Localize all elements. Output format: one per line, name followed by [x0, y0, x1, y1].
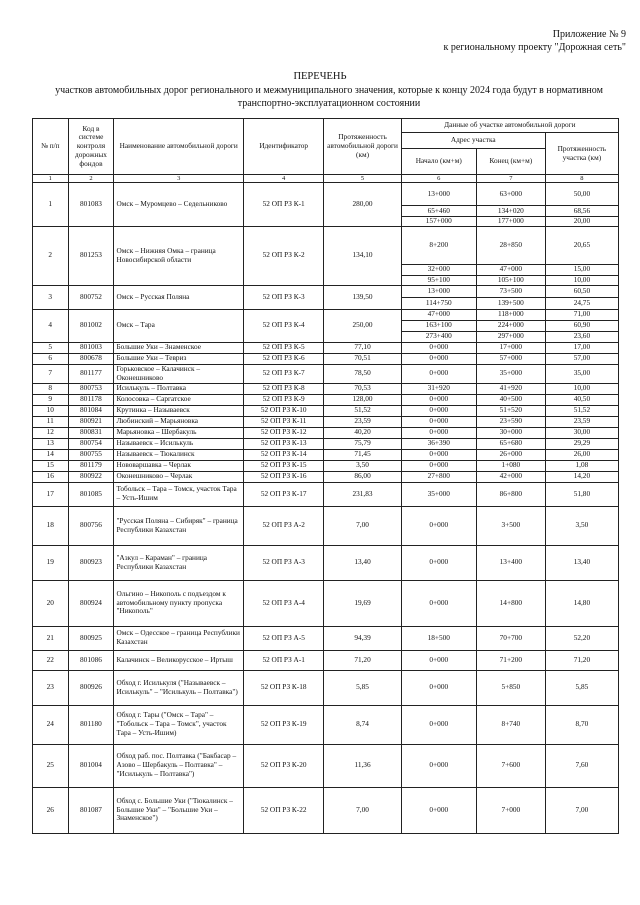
- section-end: 35+000: [476, 364, 545, 383]
- section-length: 7,00: [545, 787, 618, 833]
- section-end: 105+100: [476, 275, 545, 285]
- road-name: Омск – Муромцево – Седельниково: [114, 183, 244, 227]
- road-code: 800756: [68, 506, 114, 545]
- road-code: 801004: [68, 744, 114, 787]
- section-length: 51,52: [545, 405, 618, 416]
- road-identifier: 52 ОП РЗ К-4: [243, 309, 323, 342]
- road-name: Омск – Русская Поляна: [114, 285, 244, 309]
- section-start: 0+000: [401, 670, 476, 705]
- table-row: [33, 506, 619, 545]
- section-start: 163+100: [401, 320, 476, 331]
- section-start: 0+000: [401, 449, 476, 460]
- road-identifier: 52 ОП РЗ К-12: [243, 427, 323, 438]
- road-length: 75,79: [324, 438, 401, 449]
- section-length: 30,00: [545, 427, 618, 438]
- road-length: 19,69: [324, 580, 401, 626]
- road-code: 800925: [68, 626, 114, 650]
- road-length: 23,59: [324, 416, 401, 427]
- section-end: 40+500: [476, 394, 545, 405]
- section-start: 0+000: [401, 416, 476, 427]
- road-name: Обход г. Исилькуля ("Называевск – Исилькуль" – "Исилькуль – Полтавка"): [114, 670, 244, 705]
- row-number: 6: [33, 353, 69, 364]
- section-end: 118+000: [476, 309, 545, 320]
- section-end: 7+000: [476, 787, 545, 833]
- road-name: "Азкул – Караман" – граница Республики Казахстан: [114, 545, 244, 580]
- row-number: 25: [33, 744, 69, 787]
- road-identifier: 52 ОП РЗ К-19: [243, 705, 323, 744]
- row-number: 9: [33, 394, 69, 405]
- section-start: 8+200: [401, 226, 476, 264]
- section-start: 13+000: [401, 183, 476, 206]
- section-start: 31+920: [401, 383, 476, 394]
- road-name: Большие Уки – Знаменское: [114, 342, 244, 353]
- road-code: 801003: [68, 342, 114, 353]
- section-end: 23+590: [476, 416, 545, 427]
- row-number: 13: [33, 438, 69, 449]
- section-start: 36+390: [401, 438, 476, 449]
- road-length: 77,10: [324, 342, 401, 353]
- section-length: 20,00: [545, 217, 618, 227]
- section-length: 26,00: [545, 449, 618, 460]
- row-number: 7: [33, 364, 69, 383]
- header-name: Наименование автомобильной дороги: [114, 119, 244, 175]
- section-start: 0+000: [401, 580, 476, 626]
- road-length: 128,00: [324, 394, 401, 405]
- road-name: Тобольск – Тара – Томск, участок Тара – Усть-Ишим: [114, 482, 244, 506]
- road-code: 800754: [68, 438, 114, 449]
- section-length: 17,00: [545, 342, 618, 353]
- section-end: 86+800: [476, 482, 545, 506]
- section-end: 42+000: [476, 471, 545, 482]
- header-end: Конец (км+м): [476, 149, 545, 175]
- table-row: [33, 482, 619, 506]
- section-length: 10,00: [545, 275, 618, 285]
- header-section-length: Протяженность участка (км): [545, 133, 618, 175]
- road-code: 800753: [68, 383, 114, 394]
- table-row: [33, 416, 619, 427]
- table-row: [33, 449, 619, 460]
- section-start: 0+000: [401, 353, 476, 364]
- section-start: 0+000: [401, 394, 476, 405]
- section-end: 7+600: [476, 744, 545, 787]
- road-identifier: 52 ОП РЗ К-3: [243, 285, 323, 309]
- road-code: 801084: [68, 405, 114, 416]
- section-end: 73+500: [476, 285, 545, 297]
- header-address: Адрес участка: [401, 133, 545, 149]
- table-row: [33, 580, 619, 626]
- road-name: Обход с. Большие Уки ("Тюкалинск – Большие Уки" – "Большие Уки – Знаменское"): [114, 787, 244, 833]
- section-start: 157+000: [401, 217, 476, 227]
- road-length: 3,50: [324, 460, 401, 471]
- table-row: [33, 353, 619, 364]
- road-identifier: 52 ОП РЗ К-10: [243, 405, 323, 416]
- roads-table: [32, 118, 619, 834]
- table-row: [33, 183, 619, 206]
- road-identifier: 52 ОП РЗ К-17: [243, 482, 323, 506]
- road-code: 800755: [68, 449, 114, 460]
- section-length: 40,50: [545, 394, 618, 405]
- road-code: 801087: [68, 787, 114, 833]
- road-name: Калачинск – Великорусское – Иртыш: [114, 650, 244, 670]
- section-end: 26+000: [476, 449, 545, 460]
- row-number: 17: [33, 482, 69, 506]
- section-start: 65+460: [401, 206, 476, 217]
- section-end: 14+800: [476, 580, 545, 626]
- appendix-note: [366, 28, 626, 54]
- section-end: 70+700: [476, 626, 545, 650]
- road-code: 801002: [68, 309, 114, 342]
- road-length: 71,20: [324, 650, 401, 670]
- row-number: 20: [33, 580, 69, 626]
- section-end: 5+850: [476, 670, 545, 705]
- section-end: 134+020: [476, 206, 545, 217]
- header-length: Протяженность автомобильной дороги (км): [324, 119, 401, 175]
- road-length: 11,36: [324, 744, 401, 787]
- road-name: Горьковское – Калачинск – Оконешниково: [114, 364, 244, 383]
- road-length: 94,39: [324, 626, 401, 650]
- row-number: 26: [33, 787, 69, 833]
- table-row: [33, 364, 619, 383]
- road-identifier: 52 ОП РЗ А-5: [243, 626, 323, 650]
- row-number: 8: [33, 383, 69, 394]
- road-name: Исилькуль – Полтавка: [114, 383, 244, 394]
- road-identifier: 52 ОП РЗ К-22: [243, 787, 323, 833]
- section-end: 17+000: [476, 342, 545, 353]
- section-start: 0+000: [401, 364, 476, 383]
- road-code: 800752: [68, 285, 114, 309]
- road-code: 801253: [68, 226, 114, 285]
- road-length: 134,10: [324, 226, 401, 285]
- row-number: 19: [33, 545, 69, 580]
- road-length: 70,53: [324, 383, 401, 394]
- road-identifier: 52 ОП РЗ К-7: [243, 364, 323, 383]
- table-row: [33, 342, 619, 353]
- road-name: Колосовка – Саргатское: [114, 394, 244, 405]
- road-identifier: 52 ОП РЗ К-6: [243, 353, 323, 364]
- document-title: ПЕРЕЧЕНЬ: [293, 71, 347, 82]
- road-name: Называевск – Тюкалинск: [114, 449, 244, 460]
- road-length: 7,00: [324, 787, 401, 833]
- row-number: 18: [33, 506, 69, 545]
- section-length: 60,50: [545, 285, 618, 297]
- row-number: 15: [33, 460, 69, 471]
- table-row: [33, 427, 619, 438]
- row-number: 3: [33, 285, 69, 309]
- section-start: 95+100: [401, 275, 476, 285]
- section-start: 32+000: [401, 264, 476, 275]
- section-end: 28+850: [476, 226, 545, 264]
- road-length: 280,00: [324, 183, 401, 227]
- section-end: 13+400: [476, 545, 545, 580]
- row-number: 1: [33, 183, 69, 227]
- road-name: Оконешниково – Черлак: [114, 471, 244, 482]
- section-length: 52,20: [545, 626, 618, 650]
- section-end: 41+920: [476, 383, 545, 394]
- section-end: 297+000: [476, 331, 545, 342]
- road-identifier: 52 ОП РЗ К-20: [243, 744, 323, 787]
- road-identifier: 52 ОП РЗ А-3: [243, 545, 323, 580]
- row-number: 10: [33, 405, 69, 416]
- section-length: 3,50: [545, 506, 618, 545]
- table-row: [33, 626, 619, 650]
- header-code: Код в системе контроля дорожных фондов: [68, 119, 114, 175]
- table-row: [33, 787, 619, 833]
- section-length: 13,40: [545, 545, 618, 580]
- header-row: [33, 119, 619, 133]
- header-start: Начало (км+м): [401, 149, 476, 175]
- section-end: 139+500: [476, 297, 545, 309]
- road-name: Крутинка – Называевск: [114, 405, 244, 416]
- section-length: 23,60: [545, 331, 618, 342]
- section-end: 63+000: [476, 183, 545, 206]
- road-code: 801086: [68, 650, 114, 670]
- road-code: 801083: [68, 183, 114, 227]
- road-length: 70,51: [324, 353, 401, 364]
- section-length: 15,00: [545, 264, 618, 275]
- col-number: 5: [324, 175, 401, 183]
- table-row: [33, 309, 619, 320]
- section-end: 47+000: [476, 264, 545, 275]
- table-row: [33, 383, 619, 394]
- header-id: Идентификатор: [243, 119, 323, 175]
- header-section-data: Данные об участке автомобильной дороги: [401, 119, 618, 133]
- section-end: 51+520: [476, 405, 545, 416]
- col-number: 4: [243, 175, 323, 183]
- section-length: 51,80: [545, 482, 618, 506]
- column-numbers-row: [33, 175, 619, 183]
- section-start: 0+000: [401, 405, 476, 416]
- road-identifier: 52 ОП РЗ К-5: [243, 342, 323, 353]
- section-end: 224+000: [476, 320, 545, 331]
- road-code: 800831: [68, 427, 114, 438]
- road-length: 78,50: [324, 364, 401, 383]
- col-number: 2: [68, 175, 114, 183]
- section-length: 35,00: [545, 364, 618, 383]
- section-start: 0+000: [401, 427, 476, 438]
- table-row: [33, 650, 619, 670]
- road-identifier: 52 ОП РЗ К-18: [243, 670, 323, 705]
- table-row: [33, 460, 619, 471]
- section-start: 0+000: [401, 650, 476, 670]
- road-length: 139,50: [324, 285, 401, 309]
- road-identifier: 52 ОП РЗ К-14: [243, 449, 323, 460]
- appendix-line-2: к региональному проекту "Дорожная сеть": [443, 42, 626, 53]
- col-number: 6: [401, 175, 476, 183]
- section-length: 60,90: [545, 320, 618, 331]
- road-identifier: 52 ОП РЗ А-4: [243, 580, 323, 626]
- table-row: [33, 285, 619, 297]
- section-length: 7,60: [545, 744, 618, 787]
- road-identifier: 52 ОП РЗ К-16: [243, 471, 323, 482]
- road-length: 231,83: [324, 482, 401, 506]
- row-number: 11: [33, 416, 69, 427]
- road-length: 86,00: [324, 471, 401, 482]
- row-number: 22: [33, 650, 69, 670]
- road-length: 8,74: [324, 705, 401, 744]
- section-start: 114+750: [401, 297, 476, 309]
- section-length: 71,20: [545, 650, 618, 670]
- col-number: 8: [545, 175, 618, 183]
- road-identifier: 52 ОП РЗ К-13: [243, 438, 323, 449]
- road-code: 801177: [68, 364, 114, 383]
- road-name: Называевск – Исилькуль: [114, 438, 244, 449]
- table-row: [33, 744, 619, 787]
- road-identifier: 52 ОП РЗ К-9: [243, 394, 323, 405]
- section-end: 57+000: [476, 353, 545, 364]
- road-identifier: 52 ОП РЗ К-11: [243, 416, 323, 427]
- table-row: [33, 405, 619, 416]
- section-end: 8+740: [476, 705, 545, 744]
- section-length: 1,08: [545, 460, 618, 471]
- section-start: 0+000: [401, 342, 476, 353]
- section-end: 71+200: [476, 650, 545, 670]
- road-code: 801178: [68, 394, 114, 405]
- row-number: 16: [33, 471, 69, 482]
- section-start: 47+000: [401, 309, 476, 320]
- road-length: 7,00: [324, 506, 401, 545]
- road-length: 51,52: [324, 405, 401, 416]
- section-end: 177+000: [476, 217, 545, 227]
- section-length: 23,59: [545, 416, 618, 427]
- road-name: Омск – Нижняя Омка – граница Новосибирской области: [114, 226, 244, 285]
- section-length: 29,29: [545, 438, 618, 449]
- road-name: Омск – Тара: [114, 309, 244, 342]
- table-row: [33, 394, 619, 405]
- road-identifier: 52 ОП РЗ К-2: [243, 226, 323, 285]
- section-start: 0+000: [401, 787, 476, 833]
- section-start: 0+000: [401, 506, 476, 545]
- section-length: 50,00: [545, 183, 618, 206]
- section-end: 1+080: [476, 460, 545, 471]
- road-name: Марьяновка – Шербакуль: [114, 427, 244, 438]
- section-start: 0+000: [401, 705, 476, 744]
- section-start: 273+400: [401, 331, 476, 342]
- section-length: 24,75: [545, 297, 618, 309]
- section-start: 13+000: [401, 285, 476, 297]
- row-number: 24: [33, 705, 69, 744]
- road-identifier: 52 ОП РЗ К-1: [243, 183, 323, 227]
- road-code: 800678: [68, 353, 114, 364]
- row-number: 2: [33, 226, 69, 285]
- road-length: 250,00: [324, 309, 401, 342]
- section-length: 8,70: [545, 705, 618, 744]
- road-length: 13,40: [324, 545, 401, 580]
- section-length: 14,20: [545, 471, 618, 482]
- table-row: [33, 471, 619, 482]
- section-length: 20,65: [545, 226, 618, 264]
- section-end: 65+680: [476, 438, 545, 449]
- road-name: Обход раб. пос. Полтавка ("Бакбасар – Азово – Шербакуль – Полтавка" – "Исилькуль – Полтавка"): [114, 744, 244, 787]
- table-row: [33, 545, 619, 580]
- road-code: 801180: [68, 705, 114, 744]
- section-length: 57,00: [545, 353, 618, 364]
- road-code: 801179: [68, 460, 114, 471]
- table-row: [33, 226, 619, 264]
- section-start: 0+000: [401, 460, 476, 471]
- road-identifier: 52 ОП РЗ К-8: [243, 383, 323, 394]
- section-start: 18+500: [401, 626, 476, 650]
- road-code: 800921: [68, 416, 114, 427]
- road-length: 40,20: [324, 427, 401, 438]
- road-code: 800924: [68, 580, 114, 626]
- table-row: [33, 438, 619, 449]
- section-end: 3+500: [476, 506, 545, 545]
- road-length: 5,85: [324, 670, 401, 705]
- section-length: 14,80: [545, 580, 618, 626]
- section-start: 0+000: [401, 545, 476, 580]
- col-number: 7: [476, 175, 545, 183]
- road-name: Ольгино – Никополь с подъездом к автомобильному пункту пропуска "Никополь": [114, 580, 244, 626]
- road-name: Любинский – Марьяновка: [114, 416, 244, 427]
- section-end: 30+000: [476, 427, 545, 438]
- col-number: 3: [114, 175, 244, 183]
- row-number: 4: [33, 309, 69, 342]
- row-number: 21: [33, 626, 69, 650]
- road-name: Обход г. Тары ("Омск – Тара" – "Тобольск – Тара – Томск", участок Тара – Усть-Ишим): [114, 705, 244, 744]
- row-number: 5: [33, 342, 69, 353]
- road-name: Большие Уки – Тевриз: [114, 353, 244, 364]
- section-length: 71,00: [545, 309, 618, 320]
- section-length: 5,85: [545, 670, 618, 705]
- document-subtitle: участков автомобильных дорог регионального и межмуниципального значения, которые к концу 2024 года будут в нормативном транспортно-эксплуатационном состоянии: [55, 85, 603, 109]
- road-code: 801085: [68, 482, 114, 506]
- section-length: 68,56: [545, 206, 618, 217]
- appendix-line-1: Приложение № 9: [552, 29, 626, 40]
- road-code: 800923: [68, 545, 114, 580]
- row-number: 23: [33, 670, 69, 705]
- section-length: 10,00: [545, 383, 618, 394]
- col-number: 1: [33, 175, 69, 183]
- table-row: [33, 705, 619, 744]
- road-identifier: 52 ОП РЗ А-1: [243, 650, 323, 670]
- road-code: 800926: [68, 670, 114, 705]
- road-name: Омск – Одесское – граница Республики Казахстан: [114, 626, 244, 650]
- section-start: 35+000: [401, 482, 476, 506]
- road-name: "Русская Поляна – Сибиряк" – граница Республики Казахстан: [114, 506, 244, 545]
- section-start: 27+800: [401, 471, 476, 482]
- row-number: 14: [33, 449, 69, 460]
- road-identifier: 52 ОП РЗ А-2: [243, 506, 323, 545]
- header-num: № п/п: [33, 119, 69, 175]
- row-number: 12: [33, 427, 69, 438]
- table-row: [33, 670, 619, 705]
- road-name: Нововаршавка – Черлак: [114, 460, 244, 471]
- road-code: 800922: [68, 471, 114, 482]
- road-identifier: 52 ОП РЗ К-15: [243, 460, 323, 471]
- section-start: 0+000: [401, 744, 476, 787]
- road-length: 71,45: [324, 449, 401, 460]
